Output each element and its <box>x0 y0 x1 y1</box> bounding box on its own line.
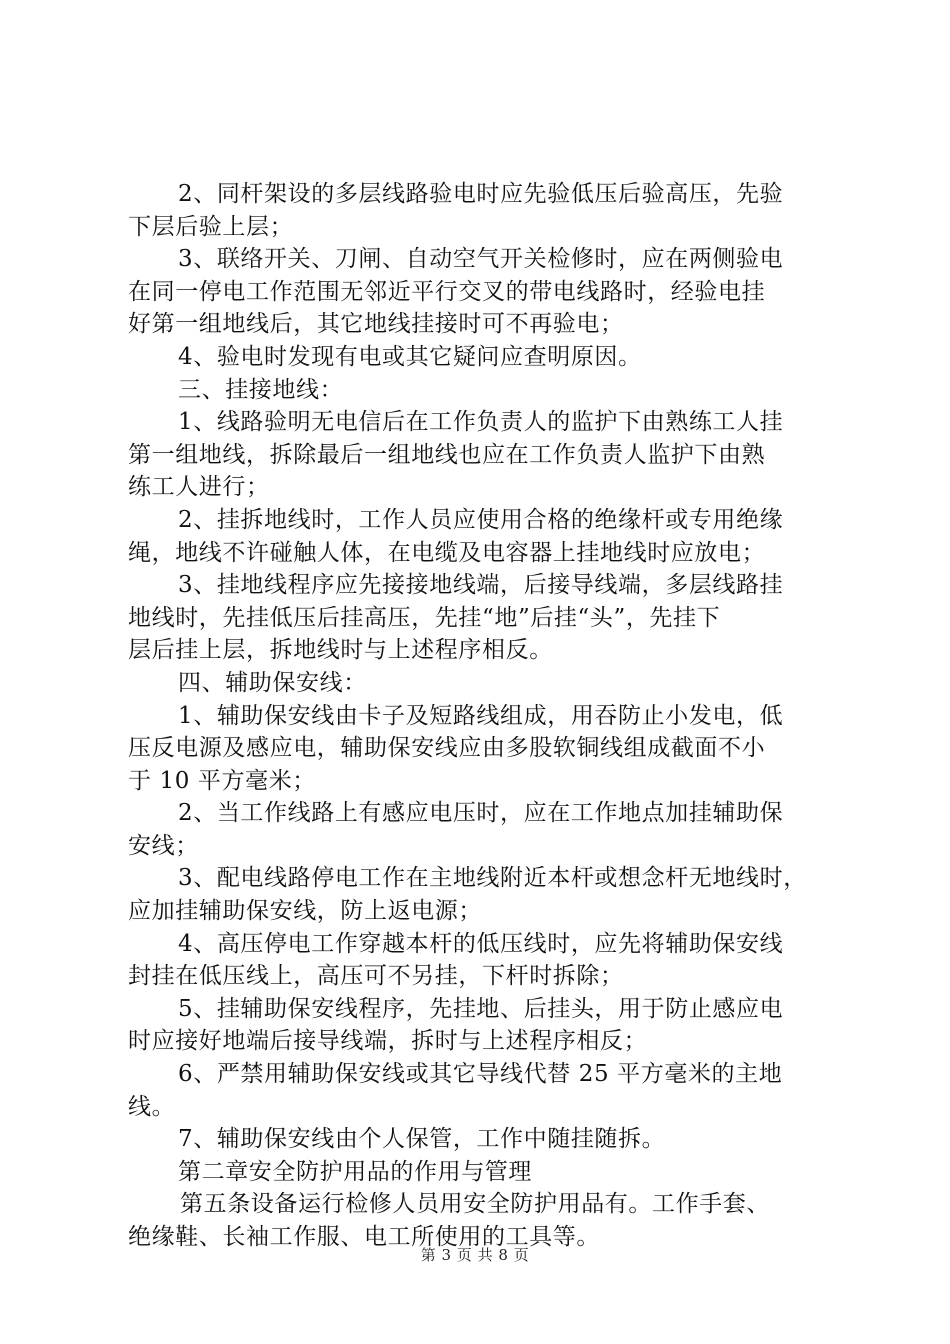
page-footer: 第 3 页 共 8 页 <box>420 1246 530 1264</box>
text-line: 6、严禁用辅助保安线或其它导线代替 25 平方毫米的主地 <box>178 1061 783 1088</box>
text-line: 压反电源及感应电，辅助保安线应由多股软铜线组成截面不小 <box>128 735 766 762</box>
text-line: 在同一停电工作范围无邻近平行交叉的带电线路时，经验电挂 <box>128 278 766 305</box>
text-line: 3、挂地线程序应先接接地线端，后接导线端，多层线路挂 <box>178 572 784 599</box>
text-line: 7、辅助保安线由个人保管，工作中随挂随拆。 <box>178 1126 666 1153</box>
section-heading: 四、辅助保安线： <box>178 669 367 696</box>
text-line: 第五条设备运行检修人员用安全防护用品有。工作手套、 <box>180 1191 770 1218</box>
text-line: 2、当工作线路上有感应电压时，应在工作地点加挂辅助保 <box>178 800 784 827</box>
section-heading: 三、挂接地线： <box>178 376 344 403</box>
chapter-heading: 第二章安全防护用品的作用与管理 <box>178 1158 532 1185</box>
text-line: 1、线路验明无电信后在工作负责人的监护下由熟练工人挂 <box>178 409 784 436</box>
text-line: 封挂在低压线上，高压可不另挂，下杆时拆除； <box>128 963 624 990</box>
text-line: 2、挂拆地线时，工作人员应使用合格的绝缘杆或专用绝缘 <box>178 506 784 533</box>
text-line: 线。 <box>128 1093 176 1120</box>
document-body <box>128 178 832 1254</box>
text-line: 绝缘鞋、长袖工作服、电工所使用的工具等。 <box>128 1224 600 1250</box>
text-line: 4、验电时发现有电或其它疑问应查明原因。 <box>178 343 642 370</box>
text-line: 练工人进行； <box>128 474 270 501</box>
text-line: 时应接好地端后接导线端，拆时与上述程序相反； <box>128 1028 648 1055</box>
text-line: 第一组地线，拆除最后一组地线也应在工作负责人监护下由熟 <box>128 441 766 468</box>
text-line: 地线时，先挂低压后挂高压，先挂“地”后挂“头”，先挂下 <box>128 604 721 631</box>
text-line: 安线； <box>128 832 199 859</box>
text-line: 绳，地线不许碰触人体，在电缆及电容器上挂地线时应放电； <box>128 539 766 566</box>
text-line: 1、辅助保安线由卡子及短路线组成，用吞防止小发电，低 <box>178 702 784 729</box>
text-line: 于 10 平方毫米； <box>128 767 316 794</box>
text-line: 2、同杆架设的多层线路验电时应先验低压后验高压，先验 <box>178 181 784 207</box>
text-line: 3、配电线路停电工作在主地线附近本杆或想念杆无地线时， <box>178 865 807 892</box>
text-line: 应加挂辅助保安线，防上返电源； <box>128 898 482 925</box>
text-line: 层后挂上层，拆地线时与上述程序相反。 <box>128 637 553 664</box>
text-line: 3、联络开关、刀闸、自动空气开关检修时，应在两侧验电 <box>178 246 784 273</box>
text-line: 下层后验上层； <box>128 213 294 240</box>
text-line: 好第一组地线后，其它地线挂接时可不再验电； <box>128 311 624 338</box>
text-line: 5、挂辅助保安线程序，先挂地、后挂头，用于防止感应电 <box>178 995 784 1022</box>
text-line: 4、高压停电工作穿越本杆的低压线时，应先将辅助保安线 <box>178 930 784 957</box>
